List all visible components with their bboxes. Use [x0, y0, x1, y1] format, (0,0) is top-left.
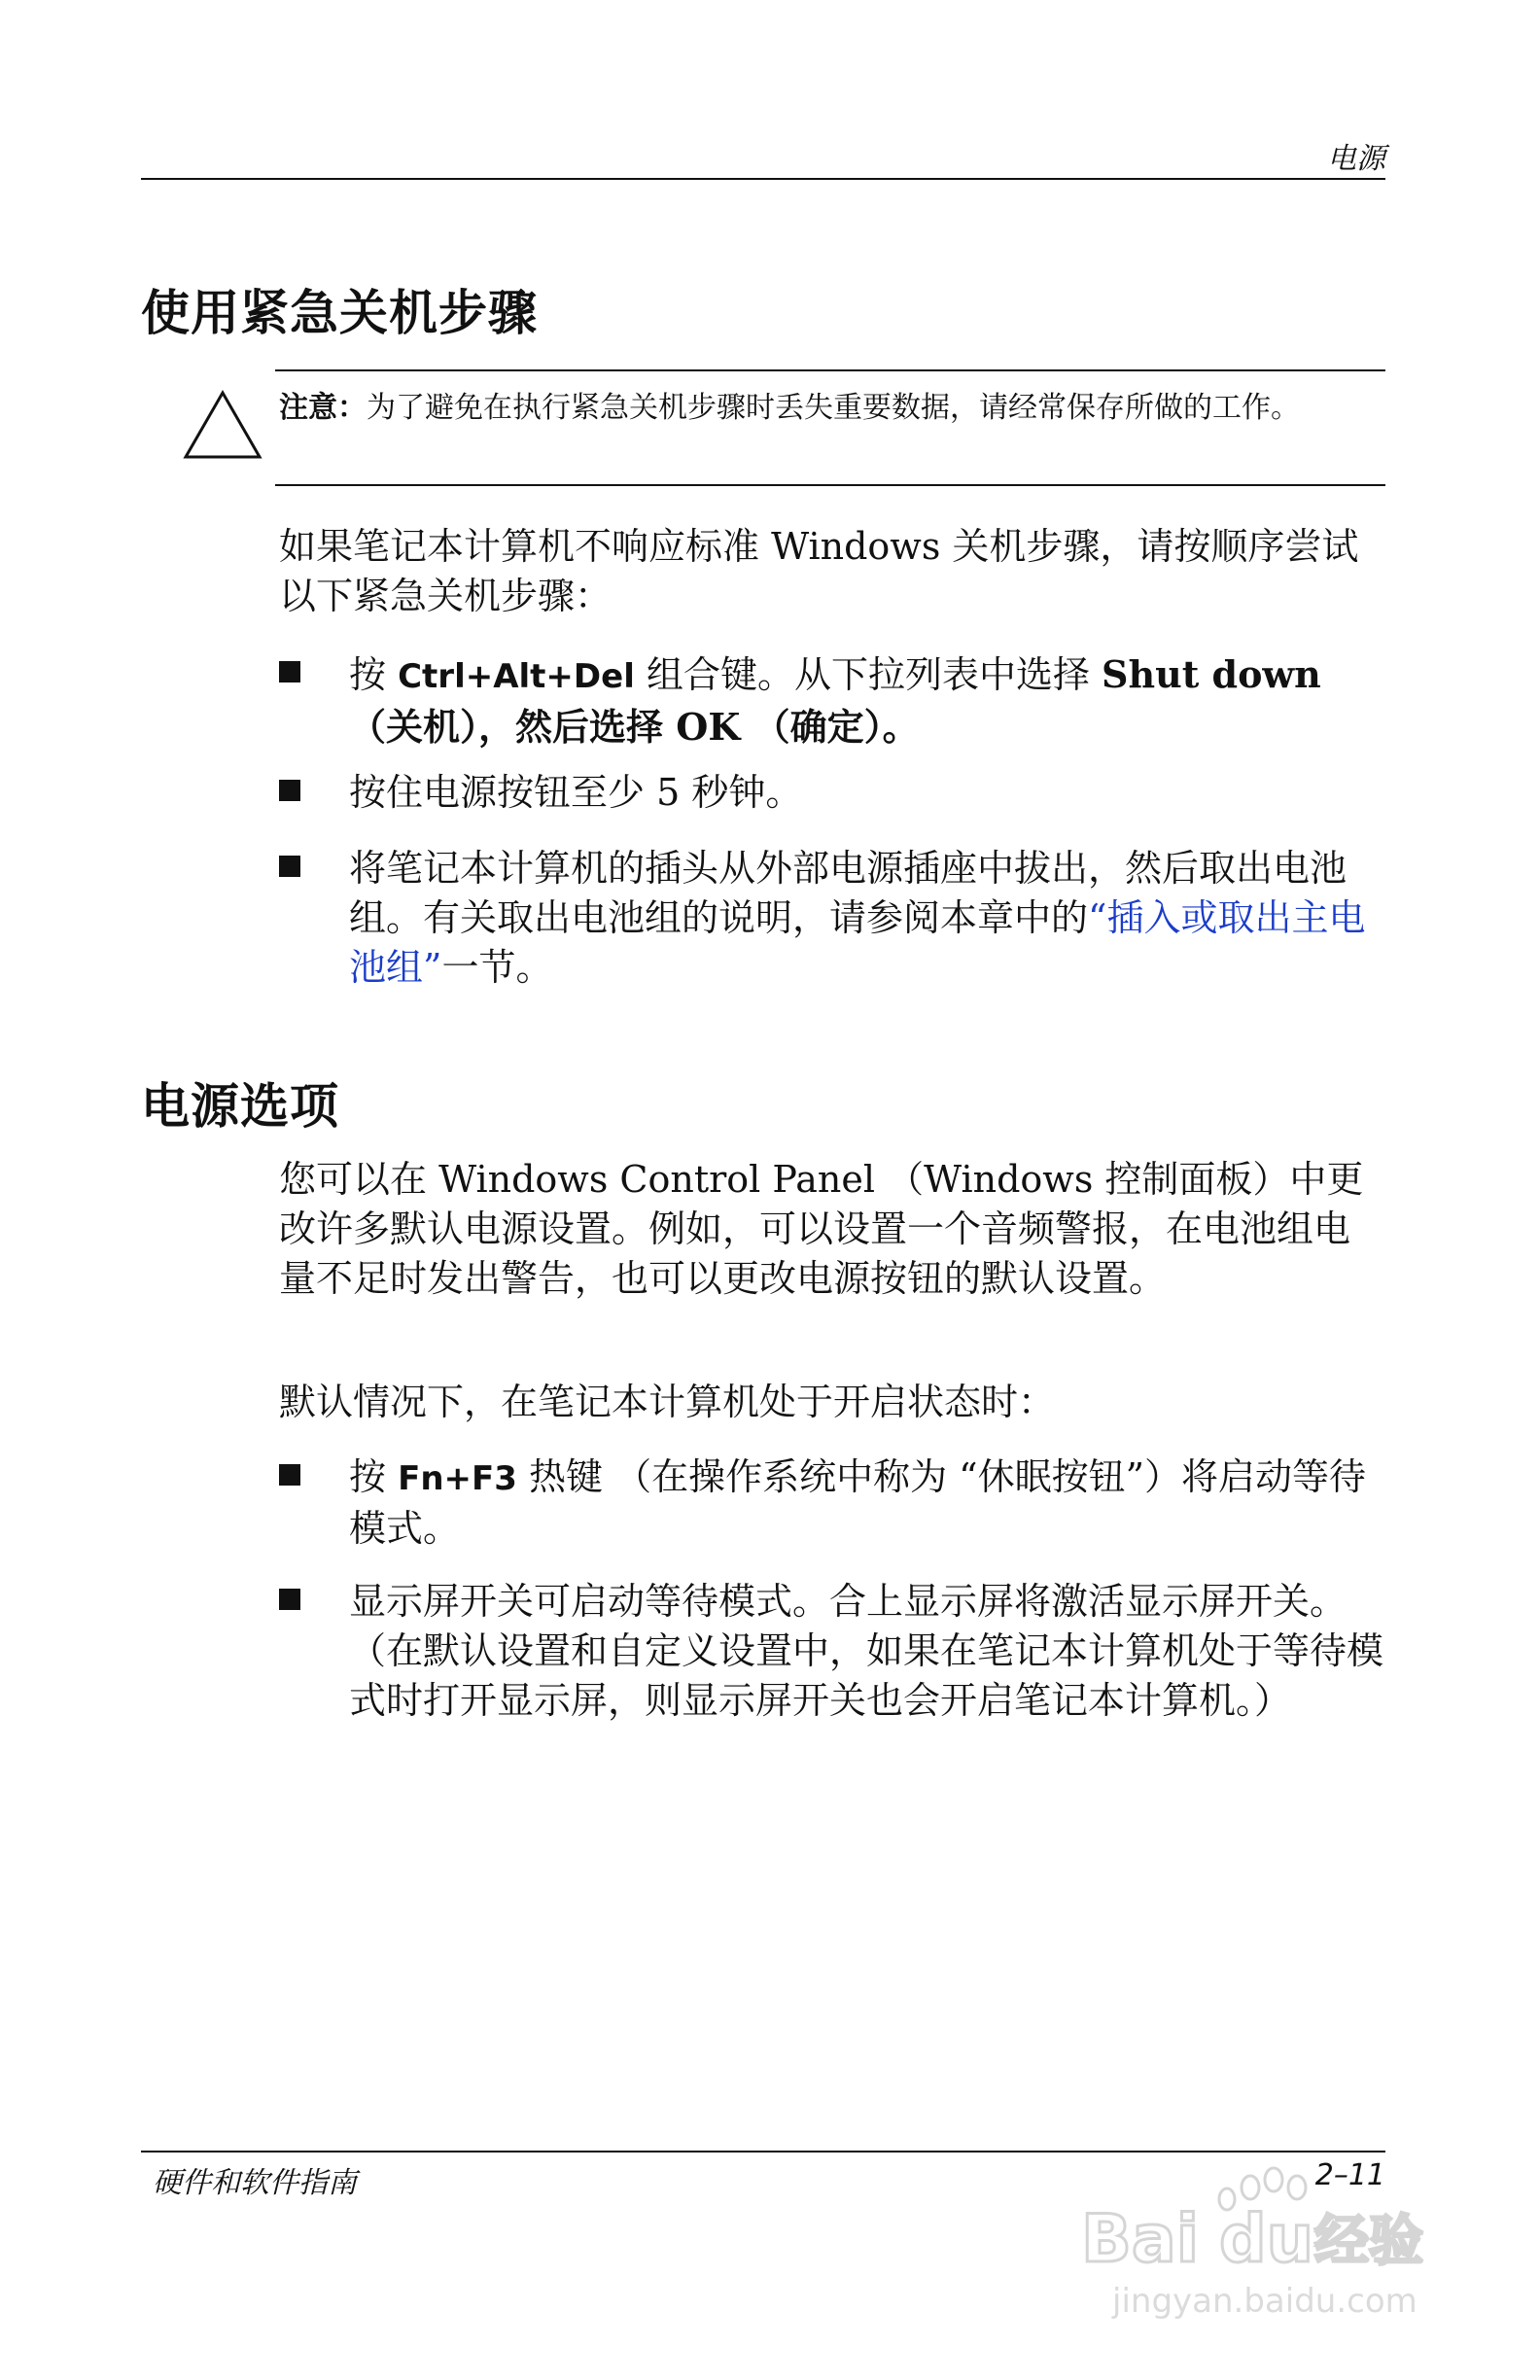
- running-header: 电源: [1327, 142, 1385, 176]
- section-title-emergency-shutdown: 使用紧急关机步骤: [141, 285, 538, 341]
- bullet-text: 将笔记本计算机的插头从外部电源插座中拔出，然后取出电池组。有关取出电池组的说明，请参阅本章中的“插入或取出主电池组”一节。: [349, 847, 1366, 989]
- bullet-square-icon: [279, 1464, 300, 1486]
- bullet-text: 按 Fn+F3 热键 （在操作系统中称为 “休眠按钮”）将启动等待模式。: [349, 1455, 1366, 1550]
- bullet-square-icon: [279, 661, 300, 682]
- section-title-power-options: 电源选项: [141, 1078, 339, 1135]
- bullet-square-icon: [279, 780, 300, 801]
- caution-text: [279, 387, 1368, 429]
- bullet-square-icon: [279, 1589, 300, 1610]
- caution-top-rule: [275, 369, 1385, 371]
- list-item: [279, 1452, 1387, 1552]
- watermark-tag: 经验: [1314, 2210, 1423, 2273]
- bullet-square-icon: [279, 856, 300, 877]
- power-options-paragraph: 您可以在 Windows Control Panel （Windows 控制面板）中更改许多默认电源设置。例如，可以设置一个音频警报，在电池组电量不足时发出警告，也可以更改电源按钮的默认设置。: [279, 1158, 1364, 1300]
- caution-bottom-rule: [275, 484, 1385, 486]
- caution-label: 注意：: [279, 391, 367, 425]
- bullet-text: 按住电源按钮至少 5 秒钟。: [349, 771, 803, 814]
- menu-option: OK: [676, 705, 741, 749]
- baidu-jingyan-watermark: [1073, 2166, 1443, 2331]
- bullet-text: 按 Ctrl+Alt+Del 组合键。从下拉列表中选择 Shut down （关机），然后选择 OK （确定）。: [349, 652, 1321, 749]
- page-number: 2–11: [1314, 2158, 1385, 2192]
- list-item: [279, 1577, 1387, 1775]
- default-state-paragraph: 默认情况下，在笔记本计算机处于开启状态时：: [279, 1381, 1056, 1423]
- list-item: [279, 649, 1387, 749]
- header-rule: [141, 178, 1385, 180]
- footer-rule: [141, 2151, 1385, 2152]
- cross-reference-link[interactable]: “插入或取出主电池组”: [349, 896, 1366, 989]
- key-combo: Fn+F3: [398, 1459, 517, 1498]
- watermark-brand-2: du: [1219, 2201, 1314, 2278]
- watermark-brand: Bai: [1081, 2201, 1200, 2278]
- intro-paragraph: 如果笔记本计算机不响应标准 Windows 关机步骤，请按顺序尝试以下紧急关机步骤：: [279, 525, 1359, 617]
- menu-option: Shut down: [1102, 652, 1321, 696]
- bullet-text: 显示屏开关可启动等待模式。合上显示屏将激活显示屏开关。（在默认设置和自定义设置中，如果在笔记本计算机处于等待模式时打开显示屏，则显示屏开关也会开启笔记本计算机。）: [349, 1580, 1384, 1722]
- list-item: [279, 768, 1387, 818]
- footer-book-title: 硬件和软件指南: [153, 2166, 357, 2200]
- key-combo: Ctrl+Alt+Del: [398, 657, 635, 696]
- caution-body: 为了避免在执行紧急关机步骤时丢失重要数据，请经常保存所做的工作。: [367, 391, 1300, 425]
- caution-triangle-icon: [182, 389, 263, 461]
- list-item: [279, 844, 1387, 993]
- watermark-url: jingyan.baidu.com: [1112, 2282, 1418, 2321]
